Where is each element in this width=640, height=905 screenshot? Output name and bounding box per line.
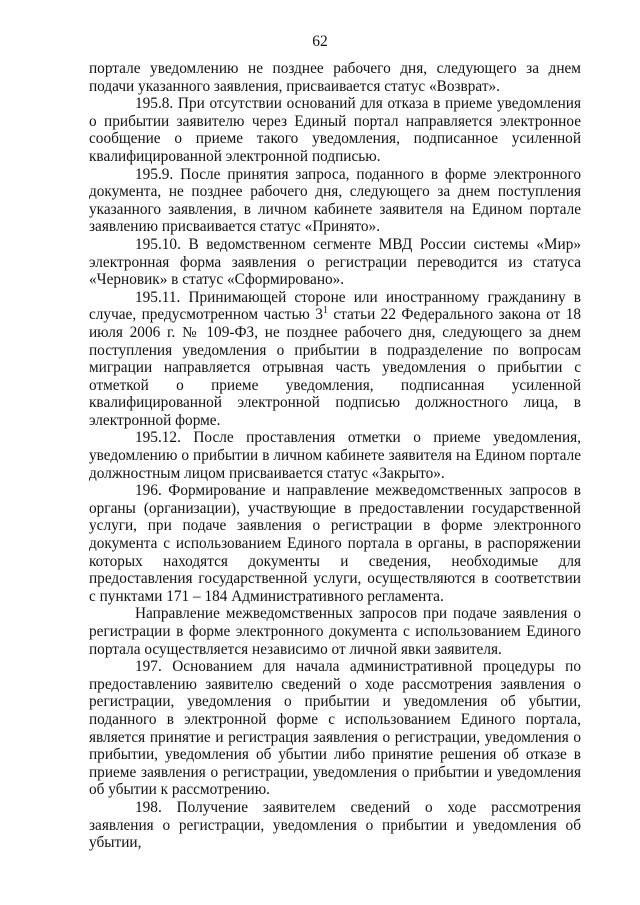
superscript-1: 1 bbox=[322, 305, 328, 317]
paragraph-196: 196. Формирование и направление межведомственных запросов в органы (организации), участвующие в предоставлении государственной услуги, при подаче заявления о регистрации в форме электронного документа с использованием Единого портала в органы, в распоряжении которых находятся документы и сведения, необходимые для предоставления государственной услуги, осуществляются в соответствии с пунктами 171 – 184 Административного регламента. bbox=[89, 482, 581, 605]
paragraph-195-11-text-end: статьи 22 Федерального закона от 18 июля 2006 г. № 109-ФЗ, не позднее рабочего дня, следующего за днем поступления уведомления о прибытии в подразделение по вопросам миграции направляется отрывная часть уведомления о прибытии с отметкой о приеме уведомления, подписанная усиленной квалифицированной электронной подписью должностного лица, в электронной форме. bbox=[89, 306, 581, 429]
paragraph-198: 198. Получение заявителем сведений о ходе рассмотрения заявления о регистрации, уведомления о прибытии и уведомления об убытии, bbox=[89, 798, 581, 852]
paragraph-195-8: 195.8. При отсутствии оснований для отказа в приеме уведомления о прибытии заявителю через Единый портал направляется электронное сообщение о приеме такого уведомления, подписанное усиленной квалифицированной электронной подписью. bbox=[89, 95, 581, 165]
paragraph-195-7-continuation: портале уведомлению не позднее рабочего дня, следующего за днем подачи указанного заявления, присваивается статус «Возврат». bbox=[89, 60, 581, 95]
document-body bbox=[89, 60, 581, 852]
paragraph-195-9: 195.9. После принятия запроса, поданного в форме электронного документа, не позднее рабочего дня, следующего за днем поступления указанного заявления, в личном кабинете заявителя на Едином портале заявлению присваивается статус «Принято». bbox=[89, 165, 581, 236]
page-number: 62 bbox=[312, 33, 328, 50]
paragraph-195-12: 195.12. После проставления отметки о приеме уведомления, уведомлению о прибытии в личном кабинете заявителя на Едином портале должностным лицом присваивается статус «Закрыто». bbox=[89, 429, 581, 482]
paragraph-196-second: Направление межведомственных запросов при подаче заявления о регистрации в форме электронного документа с использованием Единого портала осуществляется независимо от личной явки заявителя. bbox=[89, 605, 581, 658]
paragraph-195-11-text-start: 195.11. Принимающей стороне или иностранному гражданину в случае, предусмотренном частью 3 bbox=[89, 288, 581, 324]
paragraph-197: 197. Основанием для начала административной процедуры по предоставлению заявителю сведений о ходе рассмотрения заявления о регистрации, уведомления о прибытии и уведомления об убытии, поданного в электронной форме с использованием Единого портала, является принятие и регистрация заявления о регистрации, уведомления о прибытии, уведомления об убытии либо принятие решения об отказе в приеме заявления о регистрации, уведомления о прибытии и уведомления об убытии к рассмотрению. bbox=[89, 658, 581, 799]
paragraph-195-11 bbox=[89, 289, 581, 430]
paragraph-195-10: 195.10. В ведомственном сегменте МВД России системы «Мир» электронная форма заявления о регистрации переводится из статуса «Черновик» в статус «Сформировано». bbox=[89, 235, 581, 289]
